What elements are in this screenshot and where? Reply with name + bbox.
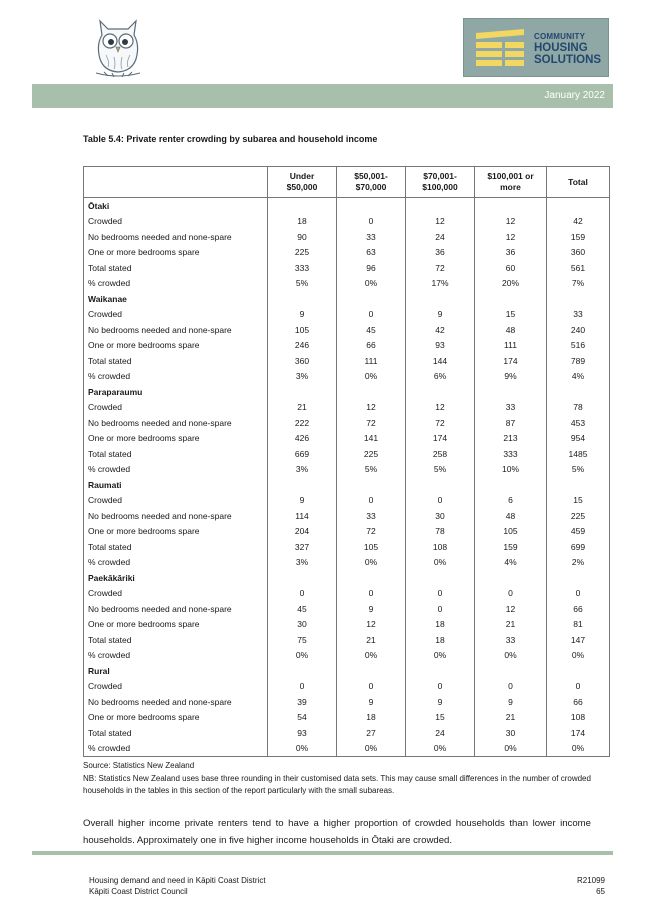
table-cell: 12 bbox=[337, 617, 406, 633]
table-row bbox=[84, 214, 610, 230]
table-cell: 0 bbox=[337, 679, 406, 695]
table-cell: 789 bbox=[547, 353, 610, 369]
table-row bbox=[84, 462, 610, 478]
table-cell: 33 bbox=[337, 508, 406, 524]
row-label: Total stated bbox=[84, 725, 268, 741]
table-cell: 12 bbox=[337, 400, 406, 416]
table-cell: 516 bbox=[547, 338, 610, 354]
table-cell: 699 bbox=[547, 539, 610, 555]
table-row bbox=[84, 508, 610, 524]
table-cell: 0% bbox=[547, 648, 610, 664]
table-row bbox=[84, 725, 610, 741]
table-row bbox=[84, 353, 610, 369]
table-cell: 24 bbox=[406, 725, 475, 741]
table-cell: 0 bbox=[406, 493, 475, 509]
header-label-cell bbox=[84, 167, 268, 198]
table-cell: 9 bbox=[406, 694, 475, 710]
table-cell: 66 bbox=[337, 338, 406, 354]
subarea-heading-row bbox=[84, 384, 610, 400]
empty-cell bbox=[547, 663, 610, 679]
subarea-heading-row bbox=[84, 570, 610, 586]
row-label: % crowded bbox=[84, 276, 268, 292]
table-caption: Table 5.4: Private renter crowding by subarea and household income bbox=[83, 134, 378, 144]
table-cell: 17% bbox=[406, 276, 475, 292]
table-cell: 72 bbox=[406, 415, 475, 431]
report-date: January 2022 bbox=[544, 90, 605, 101]
empty-cell bbox=[475, 291, 547, 307]
table-cell: 225 bbox=[337, 446, 406, 462]
table-cell: 5% bbox=[547, 462, 610, 478]
community-housing-solutions-logo bbox=[463, 18, 609, 77]
table-cell: 15 bbox=[547, 493, 610, 509]
table-cell: 2% bbox=[547, 555, 610, 571]
table-cell: 141 bbox=[337, 431, 406, 447]
table-cell: 3% bbox=[268, 555, 337, 571]
table-cell: 72 bbox=[337, 524, 406, 540]
table-cell: 0% bbox=[475, 648, 547, 664]
table-cell: 54 bbox=[268, 710, 337, 726]
table-row bbox=[84, 245, 610, 261]
table-cell: 954 bbox=[547, 431, 610, 447]
empty-cell bbox=[547, 291, 610, 307]
table-cell: 30 bbox=[475, 725, 547, 741]
table-cell: 27 bbox=[337, 725, 406, 741]
subarea-heading-row bbox=[84, 477, 610, 493]
table-cell: 30 bbox=[406, 508, 475, 524]
table-cell: 9 bbox=[475, 694, 547, 710]
empty-cell bbox=[406, 198, 475, 214]
table-cell: 105 bbox=[475, 524, 547, 540]
table-cell: 108 bbox=[547, 710, 610, 726]
table-cell: 0% bbox=[268, 741, 337, 757]
table-cell: 333 bbox=[268, 260, 337, 276]
table-row bbox=[84, 601, 610, 617]
table-cell: 0% bbox=[406, 648, 475, 664]
table-cell: 0 bbox=[406, 586, 475, 602]
table-cell: 93 bbox=[268, 725, 337, 741]
table-row bbox=[84, 338, 610, 354]
table-cell: 105 bbox=[337, 539, 406, 555]
table-row bbox=[84, 694, 610, 710]
table-cell: 0% bbox=[268, 648, 337, 664]
footer-right bbox=[577, 875, 605, 897]
table-cell: 222 bbox=[268, 415, 337, 431]
logo-text-community: COMMUNITY bbox=[534, 32, 586, 41]
table-cell: 174 bbox=[475, 353, 547, 369]
footer-report-code: R21099 bbox=[576, 876, 605, 885]
table-cell: 36 bbox=[475, 245, 547, 261]
owl-logo-icon bbox=[92, 15, 144, 79]
table-cell: 159 bbox=[547, 229, 610, 245]
row-label: % crowded bbox=[84, 648, 268, 664]
table-cell: 12 bbox=[406, 400, 475, 416]
row-label: No bedrooms needed and none-spare bbox=[84, 322, 268, 338]
row-label: Total stated bbox=[84, 632, 268, 648]
table-cell: 4% bbox=[547, 369, 610, 385]
empty-cell bbox=[547, 570, 610, 586]
table-cell: 111 bbox=[337, 353, 406, 369]
table-cell: 174 bbox=[406, 431, 475, 447]
table-cell: 0% bbox=[406, 555, 475, 571]
table-cell: 5% bbox=[337, 462, 406, 478]
table-cell: 75 bbox=[268, 632, 337, 648]
table-cell: 111 bbox=[475, 338, 547, 354]
empty-cell bbox=[337, 477, 406, 493]
table-cell: 0% bbox=[337, 555, 406, 571]
table-cell: 0% bbox=[337, 648, 406, 664]
footer-report-title: Housing demand and need in Kāpiti Coast District bbox=[89, 876, 266, 885]
table-cell: 81 bbox=[547, 617, 610, 633]
table-cell: 36 bbox=[406, 245, 475, 261]
table-row bbox=[84, 260, 610, 276]
table-cell: 147 bbox=[547, 632, 610, 648]
row-label: % crowded bbox=[84, 555, 268, 571]
table-row bbox=[84, 632, 610, 648]
row-label: One or more bedrooms spare bbox=[84, 245, 268, 261]
table-cell: 108 bbox=[406, 539, 475, 555]
table-cell: 0 bbox=[475, 586, 547, 602]
subarea-name: Raumati bbox=[84, 477, 268, 493]
header-band bbox=[32, 84, 613, 108]
table-cell: 63 bbox=[337, 245, 406, 261]
table-cell: 93 bbox=[406, 338, 475, 354]
table-cell: 48 bbox=[475, 508, 547, 524]
table-cell: 18 bbox=[406, 617, 475, 633]
table-row bbox=[84, 741, 610, 757]
table-cell: 24 bbox=[406, 229, 475, 245]
table-row bbox=[84, 710, 610, 726]
table-row bbox=[84, 555, 610, 571]
empty-cell bbox=[406, 384, 475, 400]
table-cell: 360 bbox=[547, 245, 610, 261]
row-label: No bedrooms needed and none-spare bbox=[84, 415, 268, 431]
table-cell: 4% bbox=[475, 555, 547, 571]
table-cell: 72 bbox=[337, 415, 406, 431]
table-cell: 45 bbox=[268, 601, 337, 617]
empty-cell bbox=[337, 198, 406, 214]
empty-cell bbox=[268, 570, 337, 586]
table-cell: 66 bbox=[547, 694, 610, 710]
empty-cell bbox=[337, 291, 406, 307]
table-cell: 0 bbox=[547, 586, 610, 602]
table-row bbox=[84, 276, 610, 292]
subarea-name: Paekākāriki bbox=[84, 570, 268, 586]
table-cell: 453 bbox=[547, 415, 610, 431]
table-cell: 225 bbox=[268, 245, 337, 261]
subarea-name: Rural bbox=[84, 663, 268, 679]
table-cell: 0 bbox=[337, 586, 406, 602]
table-cell: 18 bbox=[268, 214, 337, 230]
subarea-name: Ōtaki bbox=[84, 198, 268, 214]
table-cell: 327 bbox=[268, 539, 337, 555]
empty-cell bbox=[547, 384, 610, 400]
table-cell: 21 bbox=[475, 617, 547, 633]
empty-cell bbox=[337, 384, 406, 400]
table-cell: 12 bbox=[475, 229, 547, 245]
empty-cell bbox=[268, 198, 337, 214]
empty-cell bbox=[337, 663, 406, 679]
row-label: No bedrooms needed and none-spare bbox=[84, 601, 268, 617]
table-cell: 0 bbox=[268, 679, 337, 695]
table-cell: 96 bbox=[337, 260, 406, 276]
header-under-50000: Under $50,000 bbox=[268, 167, 337, 198]
table-cell: 0 bbox=[547, 679, 610, 695]
table-cell: 0 bbox=[406, 679, 475, 695]
table-cell: 78 bbox=[547, 400, 610, 416]
subarea-name: Paraparaumu bbox=[84, 384, 268, 400]
table-cell: 33 bbox=[475, 632, 547, 648]
table-cell: 426 bbox=[268, 431, 337, 447]
table-row bbox=[84, 617, 610, 633]
row-label: One or more bedrooms spare bbox=[84, 617, 268, 633]
table-row bbox=[84, 431, 610, 447]
table-cell: 21 bbox=[268, 400, 337, 416]
table-cell: 144 bbox=[406, 353, 475, 369]
row-label: Total stated bbox=[84, 260, 268, 276]
empty-cell bbox=[268, 384, 337, 400]
row-label: No bedrooms needed and none-spare bbox=[84, 229, 268, 245]
row-label: One or more bedrooms spare bbox=[84, 710, 268, 726]
row-label: % crowded bbox=[84, 369, 268, 385]
table-cell: 3% bbox=[268, 462, 337, 478]
row-label: Crowded bbox=[84, 214, 268, 230]
table-cell: 20% bbox=[475, 276, 547, 292]
table-note: NB: Statistics New Zealand uses base three rounding in their customised data sets. This may cause small differences in the number of crowded households in the tables in this section of the report particularly with the small subareas. bbox=[83, 774, 591, 795]
header-100001-more: $100,001 or more bbox=[475, 167, 547, 198]
table-cell: 0 bbox=[337, 307, 406, 323]
table-cell: 225 bbox=[547, 508, 610, 524]
table-cell: 1485 bbox=[547, 446, 610, 462]
table-cell: 240 bbox=[547, 322, 610, 338]
table-row bbox=[84, 648, 610, 664]
row-label: % crowded bbox=[84, 741, 268, 757]
table-cell: 21 bbox=[337, 632, 406, 648]
subarea-name: Waikanae bbox=[84, 291, 268, 307]
table-cell: 78 bbox=[406, 524, 475, 540]
empty-cell bbox=[406, 477, 475, 493]
row-label: Crowded bbox=[84, 586, 268, 602]
empty-cell bbox=[475, 384, 547, 400]
table-row bbox=[84, 400, 610, 416]
table-cell: 42 bbox=[547, 214, 610, 230]
header-50001-70000: $50,001- $70,000 bbox=[337, 167, 406, 198]
empty-cell bbox=[337, 570, 406, 586]
table-header-row bbox=[84, 167, 610, 198]
row-label: No bedrooms needed and none-spare bbox=[84, 694, 268, 710]
row-label: No bedrooms needed and none-spare bbox=[84, 508, 268, 524]
table-cell: 159 bbox=[475, 539, 547, 555]
table-row bbox=[84, 446, 610, 462]
table-cell: 9% bbox=[475, 369, 547, 385]
row-label: One or more bedrooms spare bbox=[84, 524, 268, 540]
empty-cell bbox=[268, 291, 337, 307]
row-label: Total stated bbox=[84, 446, 268, 462]
table-row bbox=[84, 493, 610, 509]
table-cell: 18 bbox=[337, 710, 406, 726]
empty-cell bbox=[406, 663, 475, 679]
row-label: Crowded bbox=[84, 400, 268, 416]
empty-cell bbox=[475, 570, 547, 586]
table-cell: 42 bbox=[406, 322, 475, 338]
table-cell: 0% bbox=[547, 741, 610, 757]
row-label: Crowded bbox=[84, 307, 268, 323]
table-cell: 21 bbox=[475, 710, 547, 726]
table-row bbox=[84, 369, 610, 385]
table-cell: 45 bbox=[337, 322, 406, 338]
table-cell: 0% bbox=[406, 741, 475, 757]
table-cell: 0% bbox=[475, 741, 547, 757]
table-cell: 105 bbox=[268, 322, 337, 338]
table-cell: 12 bbox=[475, 214, 547, 230]
table-cell: 459 bbox=[547, 524, 610, 540]
subarea-heading-row bbox=[84, 291, 610, 307]
table-cell: 5% bbox=[406, 462, 475, 478]
table-row bbox=[84, 307, 610, 323]
table-cell: 9 bbox=[406, 307, 475, 323]
table-cell: 10% bbox=[475, 462, 547, 478]
row-label: Total stated bbox=[84, 539, 268, 555]
page-number: 65 bbox=[596, 887, 605, 896]
empty-cell bbox=[268, 477, 337, 493]
table-cell: 9 bbox=[337, 694, 406, 710]
table-cell: 87 bbox=[475, 415, 547, 431]
table-cell: 33 bbox=[547, 307, 610, 323]
table-source: Source: Statistics New Zealand bbox=[83, 761, 195, 770]
table-cell: 48 bbox=[475, 322, 547, 338]
table-cell: 0 bbox=[406, 601, 475, 617]
empty-cell bbox=[547, 477, 610, 493]
row-label: % crowded bbox=[84, 462, 268, 478]
empty-cell bbox=[406, 291, 475, 307]
table-cell: 39 bbox=[268, 694, 337, 710]
table-row bbox=[84, 679, 610, 695]
empty-cell bbox=[268, 663, 337, 679]
footer-council: Kāpiti Coast District Council bbox=[89, 887, 188, 896]
row-label: One or more bedrooms spare bbox=[84, 431, 268, 447]
header-total: Total bbox=[547, 167, 610, 198]
subarea-heading-row bbox=[84, 198, 610, 214]
table-cell: 0% bbox=[337, 741, 406, 757]
table-cell: 12 bbox=[475, 601, 547, 617]
empty-cell bbox=[406, 570, 475, 586]
table-cell: 72 bbox=[406, 260, 475, 276]
table-cell: 5% bbox=[268, 276, 337, 292]
table-cell: 561 bbox=[547, 260, 610, 276]
empty-cell bbox=[475, 477, 547, 493]
table-body bbox=[84, 198, 610, 757]
table-cell: 7% bbox=[547, 276, 610, 292]
table-cell: 0 bbox=[268, 586, 337, 602]
table-cell: 30 bbox=[268, 617, 337, 633]
header-70001-100000: $70,001- $100,000 bbox=[406, 167, 475, 198]
table-cell: 12 bbox=[406, 214, 475, 230]
empty-cell bbox=[547, 198, 610, 214]
table-cell: 6% bbox=[406, 369, 475, 385]
table-cell: 0% bbox=[337, 369, 406, 385]
table-cell: 360 bbox=[268, 353, 337, 369]
table-cell: 66 bbox=[547, 601, 610, 617]
table-cell: 213 bbox=[475, 431, 547, 447]
table-row bbox=[84, 415, 610, 431]
row-label: Total stated bbox=[84, 353, 268, 369]
logo-text-solutions: SOLUTIONS bbox=[534, 54, 602, 66]
logo-text-housing: HOUSING bbox=[534, 42, 588, 54]
row-label: Crowded bbox=[84, 679, 268, 695]
table-cell: 669 bbox=[268, 446, 337, 462]
footer-left bbox=[89, 875, 266, 897]
house-stripes-icon bbox=[472, 27, 530, 69]
empty-cell bbox=[475, 663, 547, 679]
table-cell: 333 bbox=[475, 446, 547, 462]
table-cell: 60 bbox=[475, 260, 547, 276]
table-cell: 33 bbox=[337, 229, 406, 245]
table-cell: 0% bbox=[337, 276, 406, 292]
table-cell: 18 bbox=[406, 632, 475, 648]
row-label: Crowded bbox=[84, 493, 268, 509]
subarea-heading-row bbox=[84, 663, 610, 679]
table-cell: 0 bbox=[337, 493, 406, 509]
table-cell: 3% bbox=[268, 369, 337, 385]
table-cell: 6 bbox=[475, 493, 547, 509]
table-cell: 204 bbox=[268, 524, 337, 540]
table-cell: 258 bbox=[406, 446, 475, 462]
footer-rule bbox=[32, 851, 613, 855]
table-cell: 90 bbox=[268, 229, 337, 245]
table-cell: 9 bbox=[268, 307, 337, 323]
table-row bbox=[84, 539, 610, 555]
body-paragraph: Overall higher income private renters tend to have a higher proportion of crowded households than lower income households. Approximately one in five higher income households in Ōtaki are crowded. bbox=[83, 818, 591, 846]
table-cell: 15 bbox=[406, 710, 475, 726]
table-cell: 15 bbox=[475, 307, 547, 323]
empty-cell bbox=[475, 198, 547, 214]
table-cell: 9 bbox=[337, 601, 406, 617]
table-cell: 0 bbox=[475, 679, 547, 695]
table-cell: 246 bbox=[268, 338, 337, 354]
table-cell: 9 bbox=[268, 493, 337, 509]
table-row bbox=[84, 322, 610, 338]
table-cell: 33 bbox=[475, 400, 547, 416]
row-label: One or more bedrooms spare bbox=[84, 338, 268, 354]
crowding-table bbox=[83, 166, 610, 757]
table-row bbox=[84, 229, 610, 245]
table-cell: 174 bbox=[547, 725, 610, 741]
table-row bbox=[84, 524, 610, 540]
table-row bbox=[84, 586, 610, 602]
table-cell: 0 bbox=[337, 214, 406, 230]
table-cell: 114 bbox=[268, 508, 337, 524]
